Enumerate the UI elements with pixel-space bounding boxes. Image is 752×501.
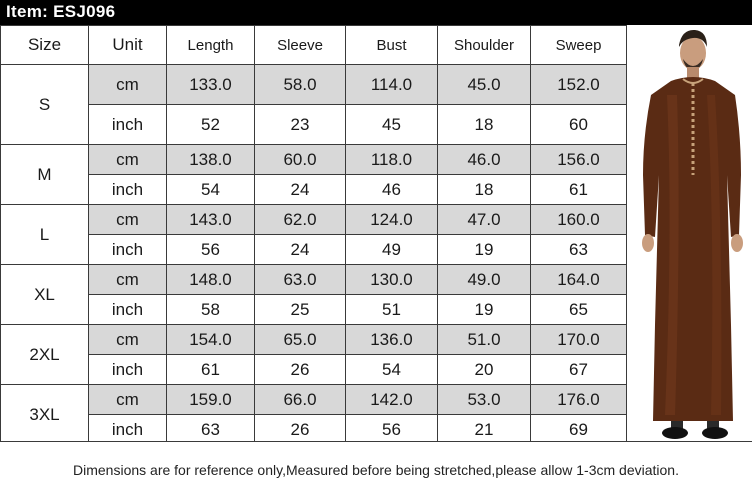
- measurement-cell: 176.0: [531, 385, 627, 415]
- measurement-cell: 63: [531, 235, 627, 265]
- footer-note: [0, 441, 752, 501]
- table-row: [1, 65, 627, 105]
- size-label: XL: [1, 265, 89, 325]
- measurement-cell: 18: [438, 105, 531, 145]
- measurement-cell: 51: [346, 295, 438, 325]
- table-row: [1, 325, 627, 355]
- column-header: Shoulder: [438, 26, 531, 65]
- measurement-cell: 46.0: [438, 145, 531, 175]
- unit-label: inch: [89, 235, 167, 265]
- measurement-cell: 49: [346, 235, 438, 265]
- measurement-cell: 136.0: [346, 325, 438, 355]
- measurement-cell: 24: [255, 175, 346, 205]
- measurement-cell: 170.0: [531, 325, 627, 355]
- measurement-cell: 142.0: [346, 385, 438, 415]
- measurement-cell: 46: [346, 175, 438, 205]
- unit-label: inch: [89, 355, 167, 385]
- unit-label: cm: [89, 265, 167, 295]
- measurement-cell: 53.0: [438, 385, 531, 415]
- measurement-cell: 118.0: [346, 145, 438, 175]
- unit-label: inch: [89, 105, 167, 145]
- table-row: [1, 235, 627, 265]
- measurement-cell: 143.0: [167, 205, 255, 235]
- measurement-cell: 65: [531, 295, 627, 325]
- unit-label: inch: [89, 175, 167, 205]
- product-photo: [626, 25, 752, 441]
- model-image: [627, 25, 752, 441]
- table-row: [1, 355, 627, 385]
- measurement-cell: 45: [346, 105, 438, 145]
- measurement-cell: 130.0: [346, 265, 438, 295]
- size-chart: [0, 25, 626, 441]
- measurement-cell: 25: [255, 295, 346, 325]
- measurement-cell: 66.0: [255, 385, 346, 415]
- measurement-cell: 164.0: [531, 265, 627, 295]
- measurement-cell: 45.0: [438, 65, 531, 105]
- column-header: Unit: [89, 26, 167, 65]
- measurement-cell: 26: [255, 355, 346, 385]
- column-header: Bust: [346, 26, 438, 65]
- measurement-cell: 23: [255, 105, 346, 145]
- measurement-cell: 61: [167, 355, 255, 385]
- column-header: Length: [167, 26, 255, 65]
- measurement-cell: 160.0: [531, 205, 627, 235]
- size-label: M: [1, 145, 89, 205]
- size-label: 2XL: [1, 325, 89, 385]
- unit-label: inch: [89, 415, 167, 445]
- table-row: [1, 205, 627, 235]
- measurement-cell: 148.0: [167, 265, 255, 295]
- measurement-cell: 49.0: [438, 265, 531, 295]
- measurement-cell: 56: [346, 415, 438, 445]
- unit-label: cm: [89, 145, 167, 175]
- unit-label: cm: [89, 385, 167, 415]
- measurement-cell: 54: [346, 355, 438, 385]
- measurement-cell: 62.0: [255, 205, 346, 235]
- measurement-cell: 63: [167, 415, 255, 445]
- table-row: [1, 415, 627, 445]
- measurement-cell: 154.0: [167, 325, 255, 355]
- unit-label: inch: [89, 295, 167, 325]
- measurement-cell: 26: [255, 415, 346, 445]
- measurement-cell: 24: [255, 235, 346, 265]
- measurement-cell: 152.0: [531, 65, 627, 105]
- measurement-cell: 61: [531, 175, 627, 205]
- measurement-cell: 63.0: [255, 265, 346, 295]
- measurement-cell: 19: [438, 295, 531, 325]
- measurement-cell: 47.0: [438, 205, 531, 235]
- unit-label: cm: [89, 205, 167, 235]
- measurement-cell: 138.0: [167, 145, 255, 175]
- measurement-cell: 133.0: [167, 65, 255, 105]
- table-row: [1, 295, 627, 325]
- size-label: 3XL: [1, 385, 89, 445]
- item-label: Item: ESJ096: [6, 2, 116, 21]
- table-row: [1, 105, 627, 145]
- measurement-cell: 58.0: [255, 65, 346, 105]
- measurement-cell: 19: [438, 235, 531, 265]
- table-row: [1, 385, 627, 415]
- measurement-cell: 159.0: [167, 385, 255, 415]
- column-header: Sweep: [531, 26, 627, 65]
- size-table: [0, 25, 627, 445]
- measurement-cell: 51.0: [438, 325, 531, 355]
- measurement-cell: 20: [438, 355, 531, 385]
- measurement-cell: 65.0: [255, 325, 346, 355]
- measurement-cell: 124.0: [346, 205, 438, 235]
- measurement-cell: 18: [438, 175, 531, 205]
- measurement-cell: 69: [531, 415, 627, 445]
- table-header-row: [1, 26, 627, 65]
- measurement-cell: 58: [167, 295, 255, 325]
- size-label: S: [1, 65, 89, 145]
- measurement-cell: 114.0: [346, 65, 438, 105]
- measurement-cell: 67: [531, 355, 627, 385]
- disclaimer-text: Dimensions are for reference only,Measured before being stretched,please allow 1-3cm deviation.: [73, 462, 679, 478]
- measurement-cell: 21: [438, 415, 531, 445]
- measurement-cell: 60: [531, 105, 627, 145]
- table-row: [1, 265, 627, 295]
- measurement-cell: 56: [167, 235, 255, 265]
- unit-label: cm: [89, 325, 167, 355]
- size-label: L: [1, 205, 89, 265]
- measurement-cell: 60.0: [255, 145, 346, 175]
- item-header: [0, 0, 752, 25]
- table-row: [1, 145, 627, 175]
- column-header: Size: [1, 26, 89, 65]
- table-row: [1, 175, 627, 205]
- measurement-cell: 54: [167, 175, 255, 205]
- column-header: Sleeve: [255, 26, 346, 65]
- unit-label: cm: [89, 65, 167, 105]
- measurement-cell: 156.0: [531, 145, 627, 175]
- measurement-cell: 52: [167, 105, 255, 145]
